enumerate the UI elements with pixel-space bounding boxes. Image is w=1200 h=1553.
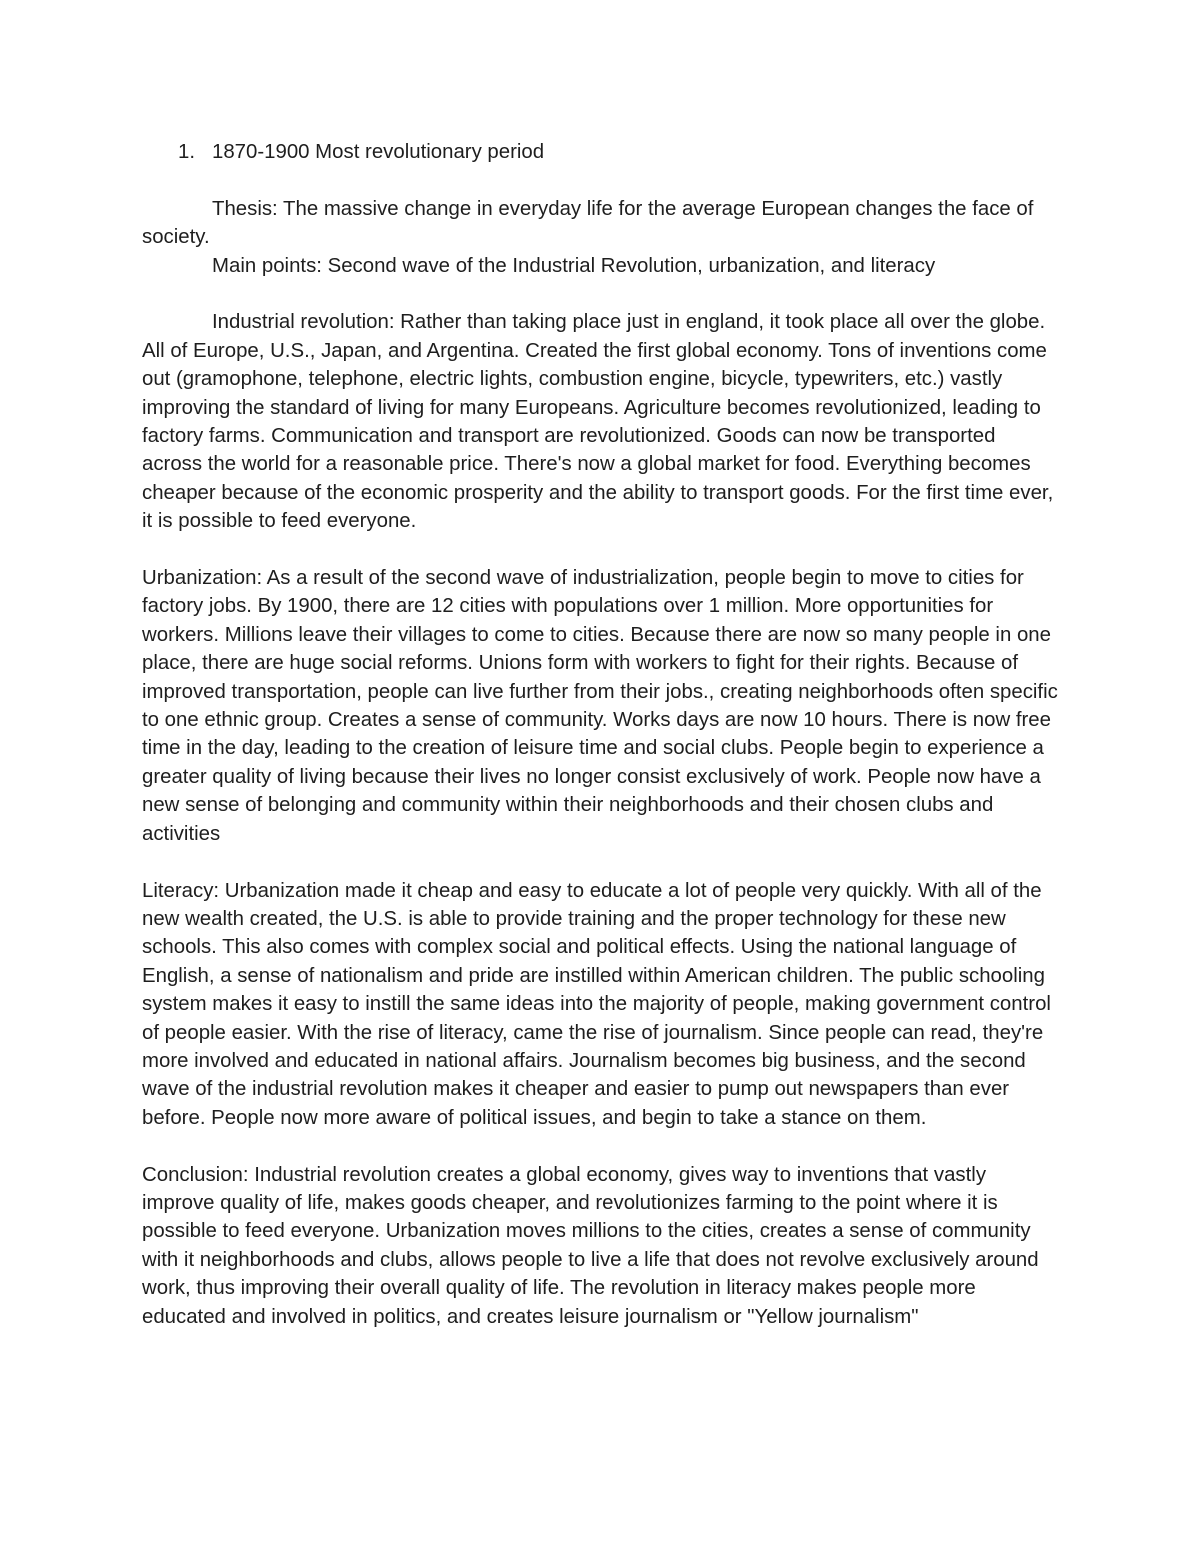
industrial-revolution-paragraph: Industrial revolution: Rather than taking place just in england, it took place all over the globe. All of Europe, U.S., Japan, and Argentina. Created the first global economy. Tons of inventions come out (gramophone, telephone, electric lights, combustion engine, bicycle, typewriters, etc.) vastly improving the standard of living for many Europeans. Agriculture becomes revolutionized, leading to factory farms. Communication and transport are revolutionized. Goods can now be transported across the world for a reasonable price. There's now a global market for food. Everything becomes cheaper because of the economic prosperity and the ability to transport goods. For the first time ever, it is possible to feed everyone. (142, 311, 1054, 533)
literacy-paragraph: Literacy: Urbanization made it cheap and easy to educate a lot of people very quickly. With all of the new wealth created, the U.S. is able to provide training and the proper technology for these new schools. This also comes with complex social and political effects. Using the national language of English, a sense of nationalism and pride are instilled within American children. The public schooling system makes it easy to instill the same ideas into the majority of people, making government control of people easier. With the rise of literacy, came the rise of journalism. Since people can read, they're more involved and educated in national affairs. Journalism becomes big business, and the second wave of the industrial revolution makes it cheaper and easier to pump out newspapers than ever before. People now more aware of political issues, and begin to take a stance on them. (142, 879, 1051, 1129)
list-number: 1. (178, 141, 196, 163)
heading-text: 1870-1900 Most revolutionary period (212, 141, 545, 163)
thesis-paragraph: Thesis: The massive change in everyday life for the average European changes the face of society. (142, 197, 1034, 249)
numbered-heading (142, 138, 1060, 166)
conclusion-paragraph: Conclusion: Industrial revolution creates a global economy, gives way to inventions that vastly improve quality of life, makes goods cheaper, and revolutionizes farming to the point where it is possible to feed everyone. Urbanization moves millions to the cities, creates a sense of community with it neighborhoods and clubs, allows people to live a life that does not revolve exclusively around work, thus improving their overall quality of life. The revolution in literacy makes people more educated and involved in politics, and creates leisure journalism or "Yellow journalism" (142, 1163, 1039, 1328)
main-points-paragraph: Main points: Second wave of the Industrial Revolution, urbanization, and literacy (212, 254, 936, 277)
urbanization-paragraph: Urbanization: As a result of the second wave of industrialization, people begin to move to cities for factory jobs. By 1900, there are 12 cities with populations over 1 million. More opportunities for workers. Millions leave their villages to come to cities. Because there are now so many people in one place, there are huge social reforms. Unions form with workers to fight for their rights. Because of improved transportation, people can live further from their jobs., creating neighborhoods often specific to one ethnic group. Creates a sense of community. Works days are now 10 hours. There is now free time in the day, leading to the creation of leisure time and social clubs. People begin to experience a greater quality of living because their lives no longer consist exclusively of work. People now have a new sense of belonging and community within their neighborhoods and their chosen clubs and activities (142, 567, 1058, 845)
